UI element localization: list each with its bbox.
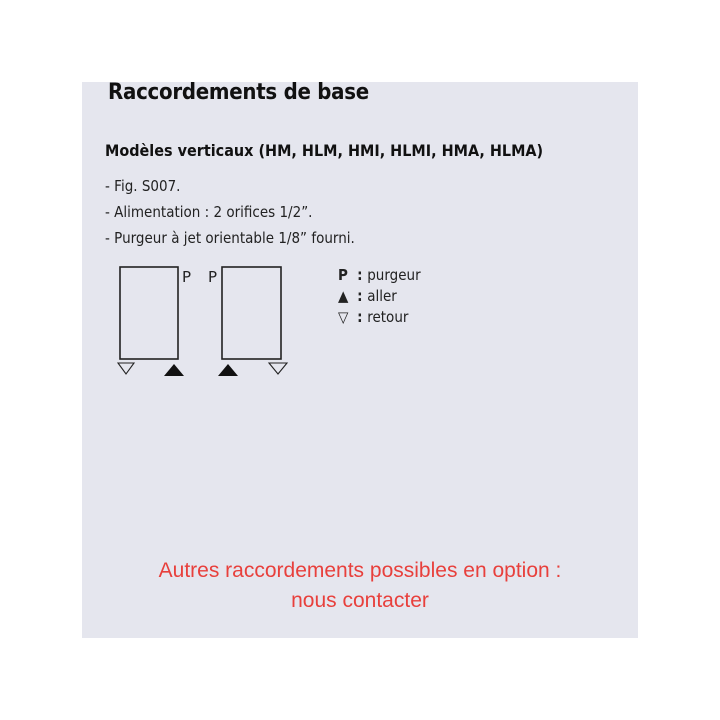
bullet-list: [105, 173, 355, 251]
bullet-purger: - Purgeur à jet orientable 1/8” fourni.: [105, 229, 355, 247]
right-unit-purger-label: P: [208, 268, 218, 286]
left-unit-purger-label: P: [182, 268, 192, 286]
legend-item-return: ▽ : retour: [338, 308, 409, 326]
section-subtitle: Modèles verticaux (HM, HLM, HMI, HLMI, HMA, HLMA): [105, 141, 544, 160]
legend-item-purger: P : purgeur: [338, 266, 421, 284]
left-unit-supply-icon: [164, 364, 184, 376]
connection-diagram: [110, 260, 310, 380]
options-note: [82, 556, 638, 616]
bullet-supply: - Alimentation : 2 orifices 1/2”.: [105, 203, 313, 221]
bullet-figure: - Fig. S007.: [105, 177, 181, 195]
options-note-line-1: Autres raccordements possibles en option :: [158, 559, 562, 582]
legend-item-supply: ▲ : aller: [338, 287, 397, 305]
right-unit-supply-icon: [218, 364, 238, 376]
outline-triangle-icon: ▽: [338, 308, 349, 326]
purger-symbol: P: [338, 266, 348, 284]
page-title: Raccordements de base: [108, 80, 369, 105]
right-unit-return-icon: [269, 363, 287, 374]
left-unit-return-icon: [118, 363, 134, 374]
options-note-line-2: nous contacter: [291, 589, 429, 612]
right-unit-box: [222, 267, 281, 359]
diagram-legend: [338, 265, 421, 328]
left-unit-box: [120, 267, 178, 359]
filled-triangle-icon: ▲: [338, 287, 349, 305]
